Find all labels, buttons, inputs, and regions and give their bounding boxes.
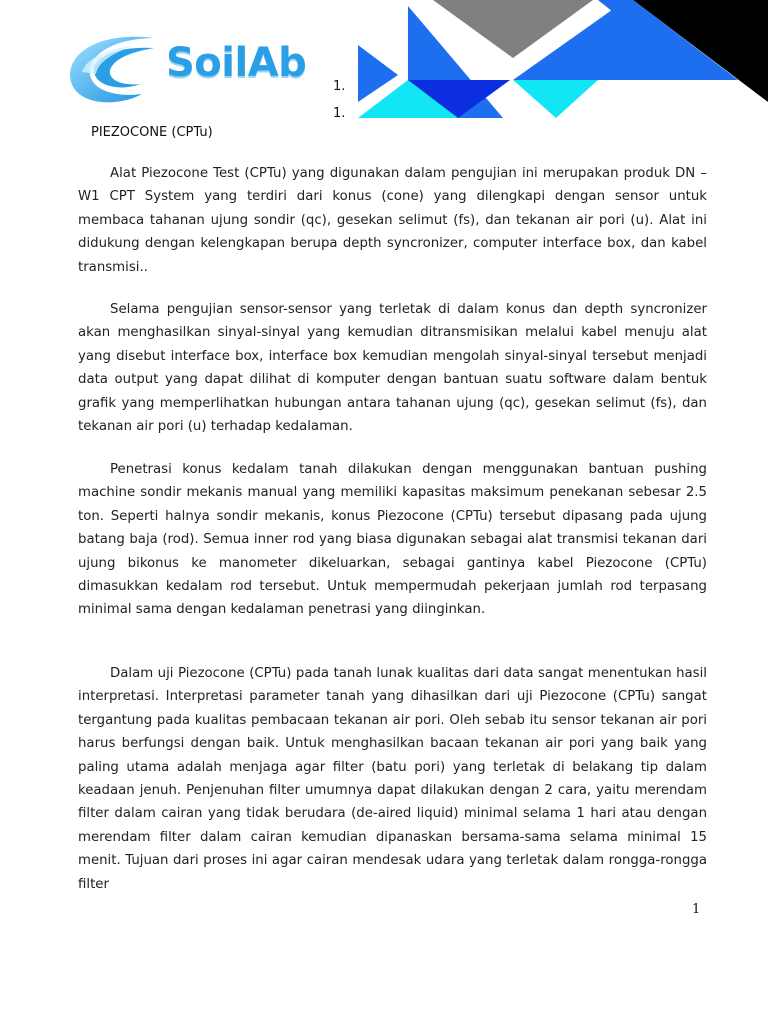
paragraph: Selama pengujian sensor-sensor yang terletak di dalam konus dan depth syncronizer akan menghasilkan sinyal-sinyal yang kemudian ditransmisikan melalui kabel menuju alat yang disebut interface box, interface box kemudian mengolah sinyal-sinyal tersebut menjadi data output yang dapat dilihat di komputer dengan bantuan suatu software dalam bentuk grafik yang memperlihatkan hubungan antara tahanan ujung (qc), gesekan selimut (fs), dan tekanan air pori (u) terhadap kedalaman.	[78, 302, 707, 435]
paragraph: Penetrasi konus kedalam tanah dilakukan dengan menggunakan bantuan pushing machine sondir mekanis manual yang memiliki kapasitas maksimum penekanan sebesar 2.5 ton. Seperti halnya sondir mekanis, konus Piezocone (CPTu) tersebut dipasang pada ujung batang baja (rod). Semua inner rod yang biasa digunakan sebagai alat transmisi tekanan dari ujung bikonus ke manometer dikeluarkan, sebagai gantinya kabel Piezocone (CPTu) dimasukkan kedalam rod tersebut. Untuk mempermudah pekerjaan jumlah rod terpasang minimal sama dengan kedalaman penetrasi yang diinginkan.	[78, 462, 707, 618]
list-marker: 1.	[333, 106, 346, 121]
list-marker: 1.	[333, 79, 346, 94]
soilab-logo	[62, 28, 312, 108]
paragraph: Alat Piezocone Test (CPTu) yang digunakan dalam pengujian ini merupakan produk DN – W1 CPT System yang terdiri dari konus (cone) yang dilengkapi dengan sensor untuk membaca tahanan ujung sondir (qc), gesekan selimut (fs), dan tekanan air pori (u). Alat ini didukung dengan kelengkapan berupa depth syncronizer, computer interface box, dan kabel transmisi..	[78, 166, 707, 275]
logo-text: SoilAb	[166, 40, 307, 86]
numbered-list-markers	[333, 73, 345, 127]
paragraph: Dalam uji Piezocone (CPTu) pada tanah lunak kualitas dari data sangat menentukan hasil interpretasi. Interpretasi parameter tanah yang dihasilkan dari uji Piezocone (CPTu) sangat tergantung pada kualitas pembacaan tekanan air pori. Oleh sebab itu sensor tekanan air pori harus berfungsi dengan baik. Untuk menghasilkan bacaan tekanan air pori yang baik yang paling utama adalah menjaga agar filter (batu pori) yang terletak di belakang tip dalam keadaan jenuh. Penjenuhan filter umumnya dapat dilakukan dengan 2 cara, yaitu merendam filter dalam cairan yang tidak berudara (de-aired liquid) minimal selama 1 hari atau dengan merendam filter dalam cairan kemudian dipanaskan bersama-sama selama minimal 15 menit. Tujuan dari proses ini agar cairan mendesak udara yang terletak dalam rongga-rongga filter	[78, 666, 707, 892]
section-heading: PIEZOCONE (CPTu)	[91, 125, 213, 140]
soilab-swoosh-icon	[62, 28, 162, 108]
geometric-triangles-icon	[358, 0, 768, 122]
page-number: 1	[692, 902, 701, 917]
